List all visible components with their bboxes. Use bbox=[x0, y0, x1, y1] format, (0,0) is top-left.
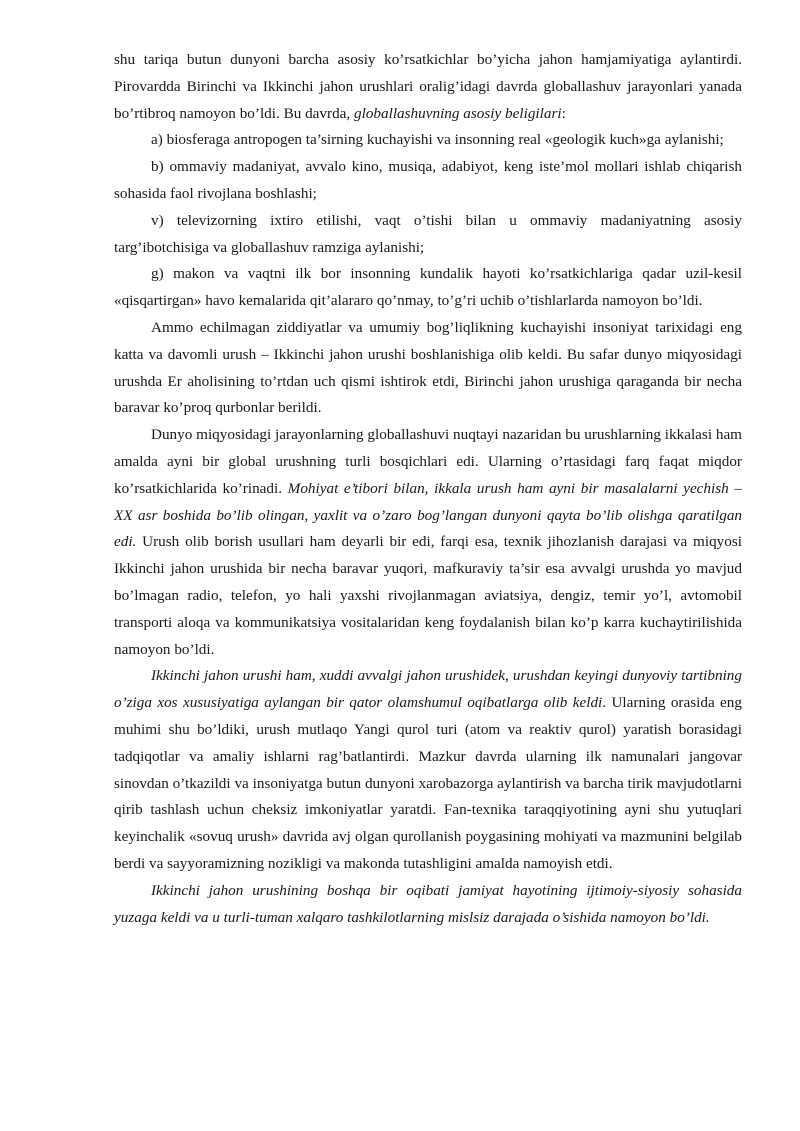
list-item-a bbox=[114, 127, 742, 154]
italic-text-run: Ikkinchi jahon urushining boshqa bir oqibati jamiyat hayotining ijtimoiy-siyosiy sohasida yuzaga keldi va u turli-tuman xalqaro tashkilotlarning mislsiz darajada o’sishida namoyon bo’ldi. bbox=[114, 881, 742, 926]
text-run: v) televizorning ixtiro etilishi, vaqt o’tishi bilan u ommaviy madaniyatning asosiy targ’ibotchisiga va globallashuv ramziga aylanishi; bbox=[114, 211, 742, 256]
list-item-b bbox=[114, 154, 742, 208]
text-run: Urush olib borish usullari ham deyarli bir edi, farqi esa, texnik jihozlanish darajasi va miqyosi Ikkinchi jahon urushida bir necha baravar yuqori, mafkuraviy ta’sir esa avvalgi urushda yo mavjud bo’lmagan radio, telefon, yo hali yaxshi rivojlanmagan aviatsiya, dengiz, temir yo’l, avtomobil transporti aloqa va kommunikatsiya vositalaridan keng foydalanish bilan ko’p karra kuchaytirilishida namoyon bo’ldi. bbox=[114, 533, 742, 658]
paragraph bbox=[114, 47, 742, 127]
document-page bbox=[114, 47, 742, 931]
text-run: . Ularning orasida eng muhimi shu bo’ldiki, urush mutlaqo Yangi qurol turi (atom va reaktiv qurol) yaratish borasidagi tadqiqotlar va amaliy ishlarni rag’batlantirdi. Mazkur davrda ularning ilk namunalari jangovar sinovdan o’tkazildi va insoniyatga butun dunyoni xarobazorga aylantirish va barcha tirik mavjudotlarni qirib tashlash uchun cheksiz imkoniyatlar yaratdi. Fan-texnika taraqqiyotining ayni shu yutuqlari keyinchalik «sovuq urush» davrida avj olgan qurollanish poygasining mohiyati va mazmunini belgilab berdi va sayyoramizning nozikligi va makonda tutashligini amalda namoyish etdi. bbox=[114, 694, 742, 872]
italic-text-run: Ikkinchi jahon urushi ham, xuddi avvalgi jahon urushidek, urushdan keyingi dunyoviy tartibning o’ziga xos xususiyatiga aylangan bir qator olamshumul oqibatlarga olib keldi bbox=[114, 667, 742, 712]
paragraph bbox=[114, 315, 742, 422]
list-item-v bbox=[114, 208, 742, 262]
text-run: a) biosferaga antropogen ta’sirning kuchayishi va insonning real «geologik kuch»ga aylanishi; bbox=[151, 131, 724, 149]
text-run: g) makon va vaqtni ilk bor insonning kundalik hayoti ko’rsatkichlariga qadar uzil-kesil «qisqartirgan» havo kemalarida qit’alararo qo’nmay, to’g’ri uchib o’tishlarlarda namoyon bo’ldi. bbox=[114, 265, 742, 310]
italic-text-run: Mohiyat e’tibori bilan, ikkala urush ham ayni bir masalalarni yechish – XX asr boshida bo’lib olingan, yaxlit va o’zaro bog’langan dunyoni qayta bo’lib olishga qaratilgan edi. bbox=[114, 479, 742, 551]
text-run: Ammo echilmagan ziddiyatlar va umumiy bog’liqlikning kuchayishi insoniyat tarixidagi eng katta va davomli urush – Ikkinchi jahon urushi boshlanishiga olib keldi. Bu safar dunyo miqyosidagi urushda Er aholisining to’rtdan uch qismi ishtirok etdi, Birinchi jahon urushiga qaraganda bir necha baravar ko’proq qurbonlar berildi. bbox=[114, 318, 742, 417]
list-item-g bbox=[114, 261, 742, 315]
text-run: : bbox=[561, 104, 566, 122]
paragraph bbox=[114, 422, 742, 663]
paragraph bbox=[114, 663, 742, 877]
italic-text-run: globallashuvning asosiy beligilari bbox=[354, 104, 562, 122]
text-run: shu tariqa butun dunyoni barcha asosiy ko’rsatkichlar bo’yicha jahon hamjamiyatiga aylantirdi. Pirovardda Birinchi va Ikkinchi jahon urushlari oralig’idagi davrda globallashuv jarayonlari yanada bo’rtibroq namoyon bo’ldi. Bu davrda, bbox=[114, 51, 742, 122]
paragraph bbox=[114, 878, 742, 932]
text-run: b) ommaviy madaniyat, avvalo kino, musiqa, adabiyot, keng iste’mol mollari ishlab chiqarish sohasida faol rivojlana boshlashi; bbox=[114, 158, 742, 202]
text-run: Dunyo miqyosidagi jarayonlarning globallashuvi nuqtayi nazaridan bu urushlarning ikkalasi ham amalda ayni bir global urushning turli bosqichlari edi. Ularning o’rtasidagi farq faqat miqdor ko’rsatkichlarida ko’rinadi. bbox=[114, 426, 742, 497]
